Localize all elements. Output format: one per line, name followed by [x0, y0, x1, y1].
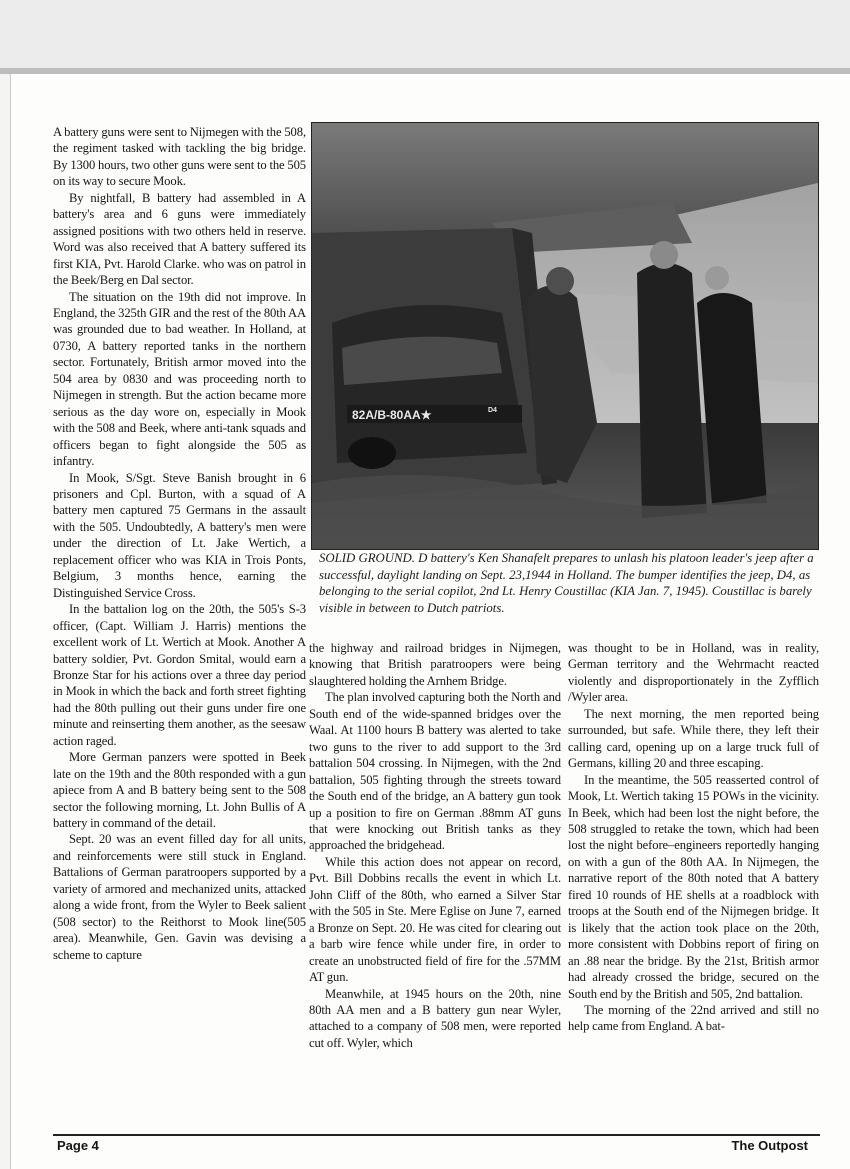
scanner-margin [0, 0, 850, 68]
paragraph: The situation on the 19th did not improve. In England, the 325th GIR and the rest of the 80th AA was grounded due to bad weather. In Holland, at 0730, A battery reported tanks in the northern sector. Fortunately, British armor moved into the 504 area by 0830 and was proceeding north to Nijmegen in strength. But the action became more serious as the day wore on, especially in Mook with the 508 and Beek, where anti-tank squads and officers began to fight alongside the 505 as infantry. [53, 289, 306, 469]
newsletter-page [10, 74, 850, 1169]
paragraph: In the battalion log on the 20th, the 505's S-3 officer, (Capt. William J. Harris) mentions the excellent work of Lt. Wertich at Mook. Another A battery soldier, Pvt. Gordon Smital, would earn a Bronze Star for his actions over a three day period in Mook in which the back and forth street fighting had the 80th pulling out their guns under fire one minute and reinserting them another, as the seesaw action raged. [53, 602, 306, 748]
page-number: Page 4 [57, 1138, 99, 1153]
paragraph: A battery guns were sent to Nijmegen with the 508, the regiment tasked with tackling the big bridge. By 1300 hours, two other guns were sent to the 505 on its way to secure Mook. [53, 125, 306, 189]
paragraph: Sept. 20 was an event filled day for all units, and reinforcements were still stuck in England. Battalions of German paratroopers supported by a variety of armored and mechanized units, attacked along a wide front, from the Wyler to Beek salient (508 sector) to the Reithorst to Mook line(505 area). Meanwhile, Gen. Gavin was devising a scheme to capture [53, 832, 306, 962]
paragraph: the highway and railroad bridges in Nijmegen, knowing that British paratroopers were being slaughtered holding the Arnhem Bridge. [309, 641, 561, 688]
paragraph: The plan involved capturing both the North and South end of the wide-spanned bridges over the Waal. At 1100 hours B battery was alerted to take two guns to the river to add support to the 3rd battalion 504 crossing. In Nijmegen, with the 2nd battalion, 505 fighting through the streets toward the South end of the bridge, an A battery gun took up a position to fire on German .88mm AT guns that were knocking out British tanks as they approached the bridgehead. [309, 690, 561, 853]
paragraph: By nightfall, B battery had assembled in A battery's area and 6 guns were immediately assigned positions with two others held in reserve. Word was also received that A battery suffered its first KIA, Pvt. Harold Clarke. who was on patrol in the Beek/Berg en Dal sector. [53, 190, 306, 288]
paragraph: Meanwhile, at 1945 hours on the 20th, nine 80th AA men and a B battery gun near Wyler, attached to a company of 508 men, were reported cut off. Wyler, which [309, 986, 561, 1050]
patriot-head [705, 266, 729, 290]
text-column-2 [309, 640, 561, 1051]
paragraph: In the meantime, the 505 reasserted control of Mook, Lt. Wertich taking 15 POWs in the vicinity. In Beek, which had been lost the night before, the 508 struggled to retake the town, which had been lost the night before–engineers reportedly hanging on with a gun of the 80th AA. In Nijmegen, the narrative report of the 80th noted that A battery fired 10 rounds of HE shells at a roadblock with troops at the South end of the Nijmegen bridge. It is likely that the action took place on the 20th, more consistent with Dobbins report of firing on an .88 near the bridge. By the 21st, British armor had already crossed the bridge, secured on the South end by the British and 505, 2nd battalion. [568, 772, 819, 1001]
paragraph: The morning of the 22nd arrived and still no help came from England. A bat- [568, 1002, 819, 1034]
paragraph: While this action does not appear on record, Pvt. Bill Dobbins recalls the event in which Lt. John Cliff of the 80th, who earned a Silver Star with the 505 in Ste. Mere Eglise on June 7, earned a Bronze on Sept. 20. He was cited for clearing out a barb wire fence while under fire, in order to create an unobstructed field of fire for the .57MM AT gun. [309, 854, 561, 985]
publication-name: The Outpost [731, 1138, 808, 1153]
bumper-code: D4 [488, 407, 497, 414]
photo-illustration [312, 123, 818, 549]
text-column-3 [568, 640, 819, 1035]
soldier-helmet [546, 267, 574, 295]
text-column-1 [53, 124, 306, 963]
bumper-marking: 82A/B-80AA★ [352, 408, 432, 422]
photo-caption: SOLID GROUND. D battery's Ken Shanafelt prepares to unlash his platoon leader's jeep after a successful, daylight landing on Sept. 23,1944 in Holland. The bumper identifies the jeep, D4, as belonging to the serial copilot, 2nd Lt. Henry Coustillac (KIA Jan. 7, 1945). Coustillac is barely visible in between to Dutch patriots. [319, 551, 814, 615]
footer-rule [53, 1134, 820, 1136]
paragraph: In Mook, S/Sgt. Steve Banish brought in 6 prisoners and Cpl. Burton, with a squad of A battery men captured 75 Germans in the assault with the 505. Undoubtedly, A battery's men were under the direction of Lt. Jake Wertich, a replacement officer who was KIA in Trois Ponts, Belgium, 3 months hence, earning the Distinguished Service Cross. [53, 470, 306, 600]
paragraph: More German panzers were spotted in Beek late on the 19th and the 80th responded with a gun apiece from A and B battery being sent to the 508 sector the following morning, Lt. John Bullis of A battery in command of the detail. [53, 750, 306, 831]
paragraph: The next morning, the men reported being surrounded, but safe. While there, they left their calling card, opening up on a large truck full of Germans, killing 20 and three escaping. [568, 706, 819, 771]
jeep-wheel [348, 437, 396, 469]
patriot-head [650, 241, 678, 269]
glider-jeep-photo [311, 122, 819, 550]
paragraph: was thought to be in Holland, was in reality, German territory and the Wehrmacht reacted violently and disproportionately in the Zyfflich /Wyler area. [568, 641, 819, 705]
